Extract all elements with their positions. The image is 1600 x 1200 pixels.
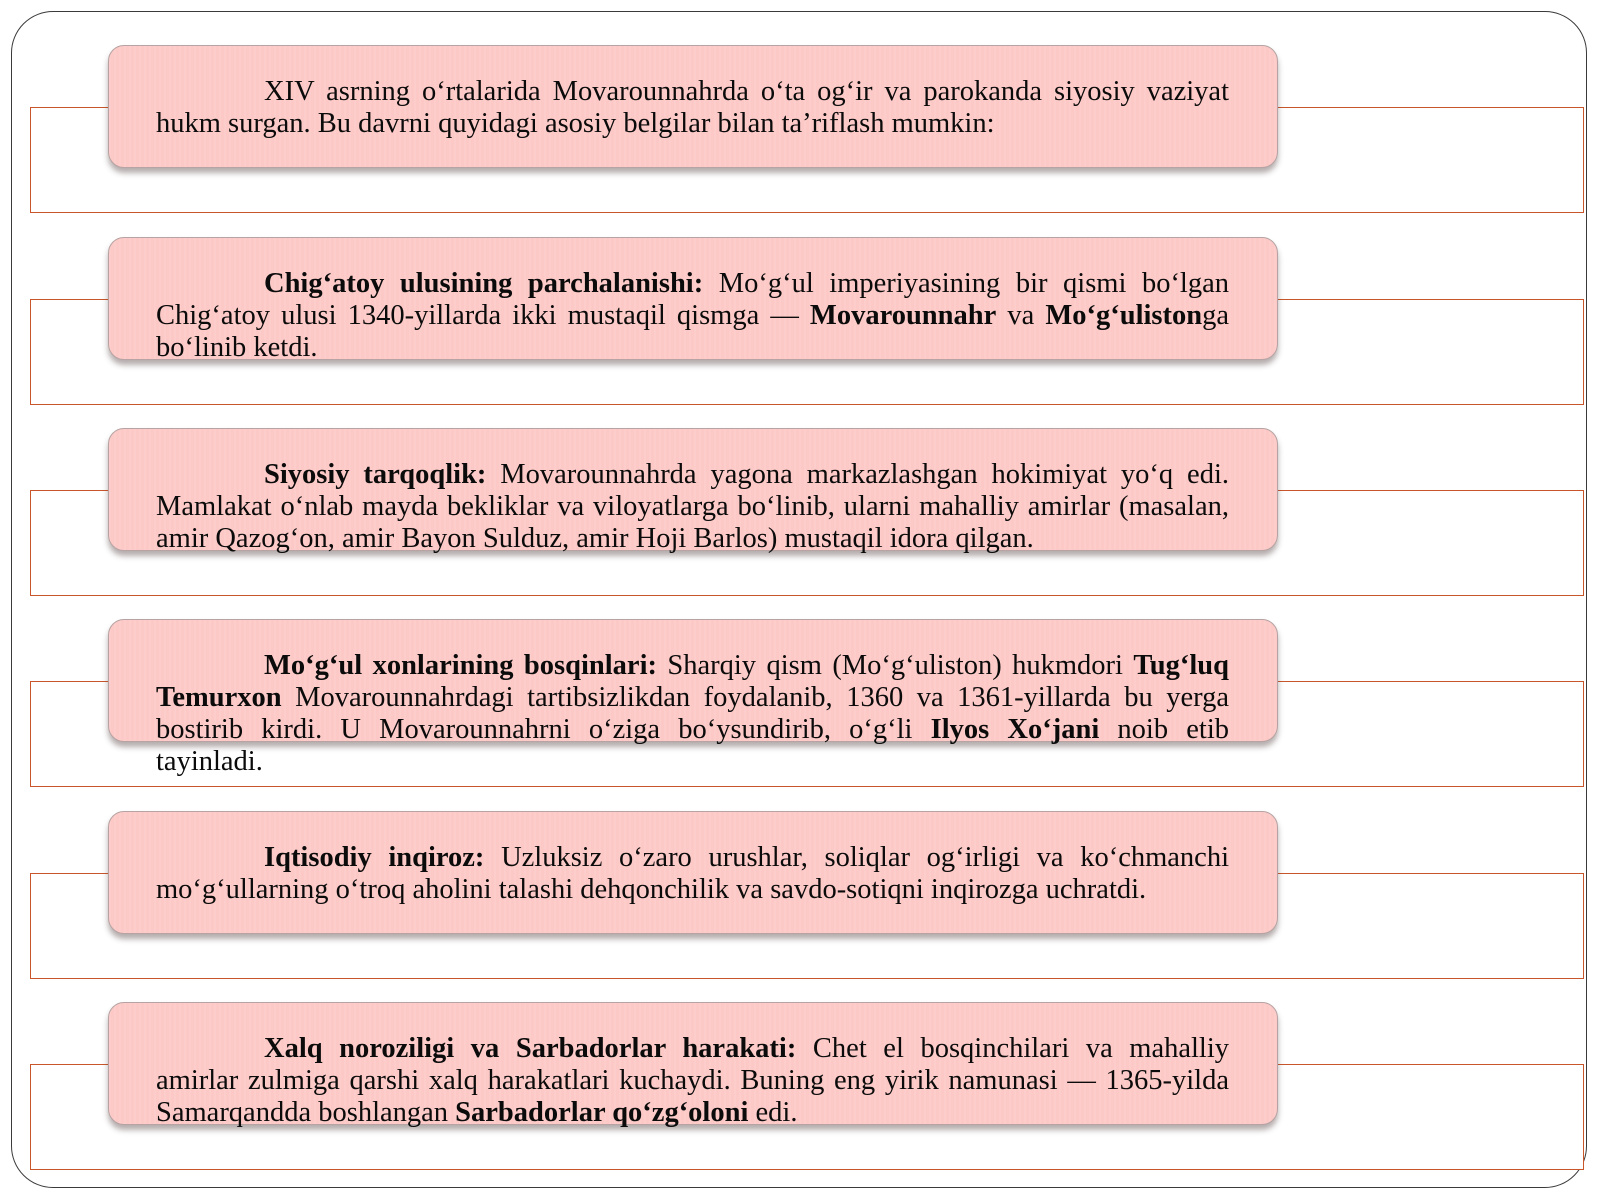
bold-term: Movarounnahr	[809, 300, 997, 331]
text-run: Uzluksiz o‘zaro urushlar, soliqlar og‘irligi va ko‘chmanchi mo‘g‘ullarning o‘troq aholini talashi dehqonchilik va savdo-sotiqni inqirozga uchratdi.	[156, 842, 1229, 905]
diagram-row-6	[0, 1002, 1600, 1171]
bold-term: Mo‘g‘ul xonlarining bosqinlari:	[264, 650, 657, 681]
diagram-row-4	[0, 619, 1600, 788]
bold-term: Ilyos Xo‘jani	[930, 714, 1100, 745]
diagram-row-2	[0, 237, 1600, 406]
box-text	[156, 650, 1229, 778]
bold-term: Sarbadorlar qo‘zg‘oloni	[455, 1097, 749, 1128]
text-run: Mo‘g‘ul imperiyasining bir qismi bo‘lgan Chig‘atoy ulusi 1340-yillarda ikki mustaqil qismga —	[156, 268, 1230, 331]
bold-term: Tug‘luq Temurxon	[156, 650, 1229, 713]
text-run: noib etib tayinladi.	[156, 714, 1230, 777]
text-run: XIV asrning o‘rtalarida Movarounnahrda o‘ta og‘ir va parokanda siyosiy vaziyat hukm surgan. Bu davrni quyidagi asosiy belgilar bilan ta’riflash mumkin:	[156, 76, 1229, 139]
box-text	[156, 459, 1229, 555]
bold-term: Chig‘atoy ulusining parchalanishi:	[264, 268, 704, 299]
text-box	[108, 619, 1278, 777]
text-run: edi.	[748, 1097, 798, 1128]
text-box	[108, 428, 1278, 554]
diagram-row-3	[0, 428, 1600, 597]
text-run: ga bo‘linib ketdi.	[156, 300, 1230, 363]
diagram-row-1	[0, 45, 1600, 214]
text-run: va	[996, 300, 1046, 331]
text-box	[108, 45, 1278, 168]
text-box	[108, 1002, 1278, 1128]
box-text	[156, 268, 1229, 364]
box-text	[156, 76, 1229, 140]
diagram-row-5	[0, 811, 1600, 980]
text-run: Movarounnahrdagi tartibsizlikdan foydalanib, 1360 va 1361-yillarda bu yerga bostirib kirdi. U Movarounnahrni o‘ziga bo‘ysundirib, o‘g‘li	[156, 682, 1229, 745]
box-text	[156, 842, 1229, 906]
bold-term: Mo‘g‘uliston	[1045, 300, 1203, 331]
text-run: Chet el bosqinchilari va mahalliy amirlar zulmiga qarshi xalq harakatlari kuchaydi. Buning eng yirik namunasi — 1365-yilda Samarqandda boshlangan	[156, 1033, 1230, 1128]
bold-term: Siyosiy tarqoqlik:	[264, 459, 487, 490]
text-box	[108, 811, 1278, 934]
text-run: Sharqiy qism (Mo‘g‘uliston) hukmdori	[656, 650, 1134, 681]
box-text	[156, 1033, 1229, 1129]
bold-term: Xalq noroziligi va Sarbadorlar harakati:	[264, 1033, 797, 1064]
text-run: Movarounnahrda yagona markazlashgan hokimiyat yo‘q edi. Mamlakat o‘nlab mayda bekliklar va viloyatlarga bo‘linib, ularni mahalliy amirlar (masalan, amir Qazog‘on, amir Bayon Sulduz, amir Hoji Barlos) mustaqil idora qilgan.	[156, 459, 1229, 554]
text-box	[108, 237, 1278, 363]
bold-term: Iqtisodiy inqiroz:	[264, 842, 485, 873]
